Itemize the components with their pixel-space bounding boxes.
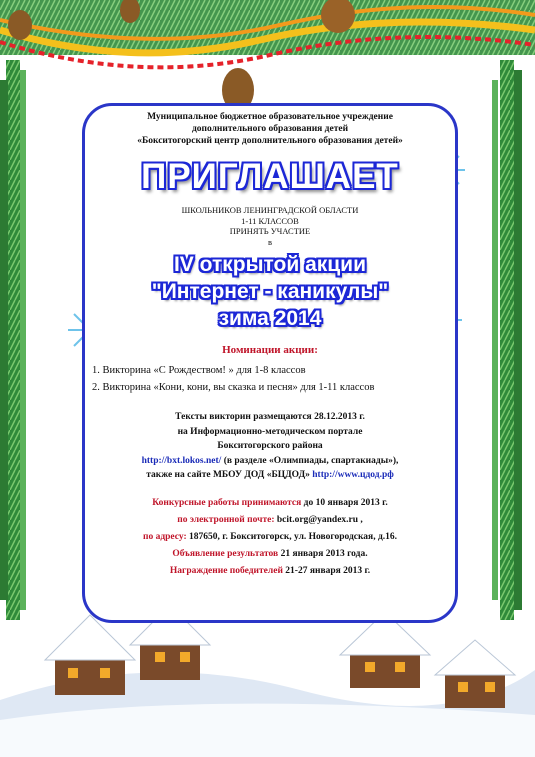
audience-line-4: в: [267, 236, 272, 247]
info-line-4: [88, 454, 452, 469]
audience-line-1: ШКОЛЬНИКОВ ЛЕНИНГРАДСКОЙ ОБЛАСТИ: [181, 205, 359, 215]
address-label: по адресу:: [142, 531, 187, 542]
quiz-info: [88, 410, 452, 483]
address-value: 187650, г. Бокситогорск, ул. Новогородская, д.16.: [186, 531, 398, 542]
org-line-1: Муниципальное бюджетное образовательное учреждение: [147, 112, 393, 122]
top-garland: [0, 0, 535, 112]
org-line-3: «Бокситогорский центр дополнительного образования детей»: [137, 136, 403, 146]
invitation-content: [88, 108, 452, 580]
email-line: [88, 512, 452, 529]
deadline-value: до 10 января 2013 г.: [301, 497, 388, 508]
nomination-item: 2. Викторина «Кони, кони, вы сказка и песня» для 1-11 классов: [92, 382, 375, 393]
audience-line-3: ПРИНЯТЬ УЧАСТИЕ: [229, 226, 311, 236]
awards-value: 21-27 января 2013 г.: [282, 565, 371, 576]
audience: [88, 205, 452, 247]
awards-line: [88, 563, 452, 580]
event-title-line-2: "Интернет - каникулы": [151, 280, 389, 303]
audience-line-2: 1-11 КЛАССОВ: [241, 215, 299, 226]
right-pine-branch: [492, 60, 522, 620]
results-label: Объявление результатов: [172, 548, 279, 559]
event-title-line-3: зима 2014: [218, 307, 322, 330]
nominations-list: [92, 362, 452, 396]
address-line: [88, 529, 452, 546]
info-line-3: Бокситогорского района: [217, 441, 323, 451]
info-line-5: [88, 468, 452, 483]
organization-name: [88, 111, 452, 147]
invite-headline: ПРИГЛАШАЕТ: [141, 157, 399, 196]
snowy-houses: [0, 605, 535, 757]
deadline-label: Конкурсные работы принимаются: [152, 497, 302, 508]
email-label: по электронной почте:: [177, 514, 275, 525]
event-title-line-1: IV открытой акции: [173, 253, 367, 276]
results-value: 21 января 2013 года.: [278, 548, 368, 559]
portal-link[interactable]: http://bxt.lokos.net/: [141, 455, 222, 466]
email-value[interactable]: bcit.org@yandex.ru ,: [274, 514, 363, 525]
nomination-item: 1. Викторина «С Рождеством! » для 1-8 классов: [92, 365, 306, 376]
nominations-title: Номинации акции:: [222, 344, 318, 356]
awards-label: Награждение победителей: [169, 565, 283, 576]
site-link[interactable]: http://www.цдод.рф: [312, 470, 394, 480]
info-line-1: Тексты викторин размещаются 28.12.2013 г.: [175, 412, 365, 422]
info-line-5-prefix: также на сайте МБОУ ДОД «БЦДОД»: [146, 470, 313, 480]
info-line-4-rest: (в разделе «Олимпиады, спартакиады»),: [221, 455, 399, 466]
results-line: [88, 546, 452, 563]
left-pine-branch: [0, 60, 26, 620]
contest-terms: [88, 495, 452, 580]
info-line-2: на Информационно-методическом портале: [177, 426, 363, 437]
org-line-2: дополнительного образования детей: [191, 124, 349, 134]
deadline-line: [88, 495, 452, 512]
